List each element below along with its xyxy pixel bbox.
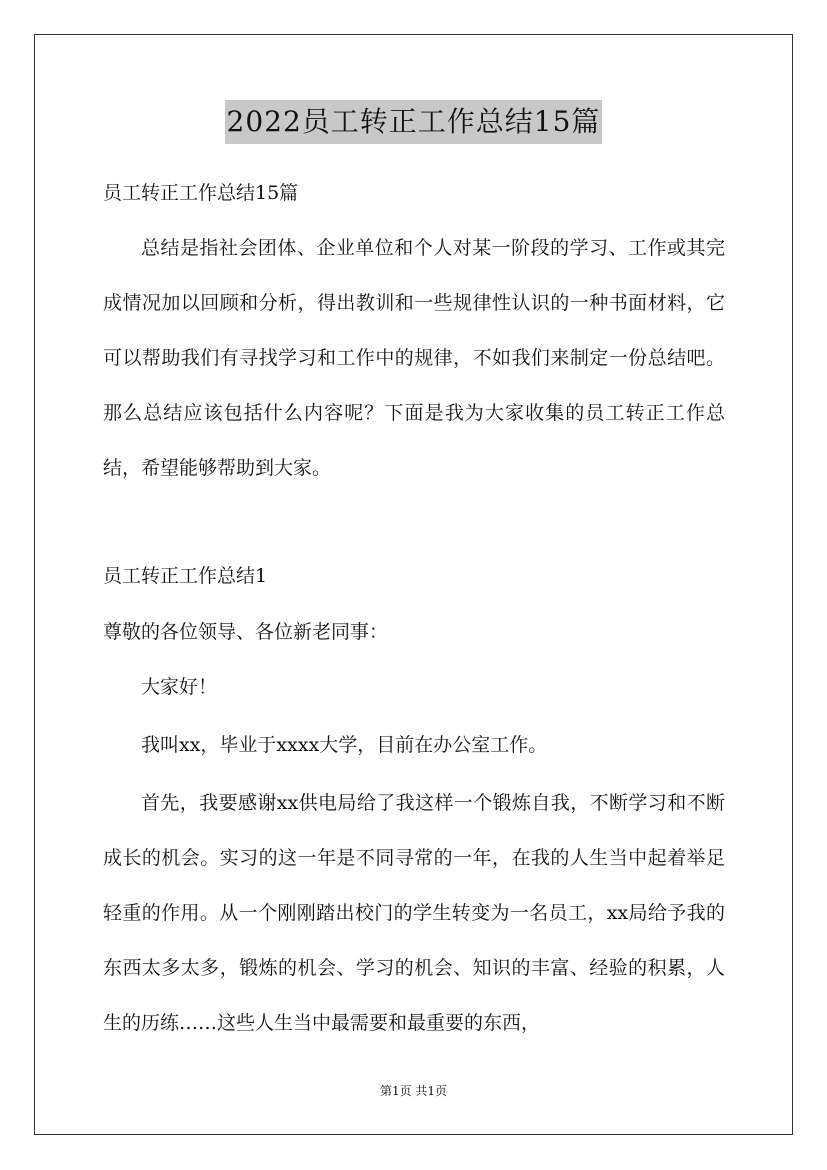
section-heading: 员工转正工作总结1 (103, 565, 268, 587)
self-intro-paragraph: 我叫xx，毕业于xxxx大学，目前在办公室工作。 (141, 734, 548, 756)
document-subtitle: 员工转正工作总结15篇 (103, 182, 299, 204)
document-body (103, 168, 725, 1051)
greeting: 大家好！ (141, 676, 218, 698)
thanks-paragraph: 首先，我要感谢xx供电局给了我这样一个锻炼自我，不断学习和不断成长的机会。实习的这一年是不同寻常的一年，在我的人生当中起着举足轻重的作用。从一个刚刚踏出校门的学生转变为一名员工，xx局给予我的东西太多太多，锻炼的机会、学习的机会、知识的丰富、经验的积累，人生的历练……这些人生当中最需要和最重要的东西， (103, 792, 725, 1034)
title-container (0, 100, 827, 144)
salutation: 尊敬的各位领导、各位新老同事： (103, 621, 389, 643)
intro-paragraph: 总结是指社会团体、企业单位和个人对某一阶段的学习、工作或其完成情况加以回顾和分析，得出教训和一些规律性认识的一种书面材料，它可以帮助我们有寻找学习和工作中的规律，不如我们来制定一份总结吧。那么总结应该包括什么内容呢？下面是我为大家收集的员工转正工作总结，希望能够帮助到大家。 (103, 237, 725, 479)
page-footer: 第1页 共1页 (379, 1084, 448, 1098)
paragraph-gap (103, 496, 725, 551)
document-title: 2022员工转正工作总结15篇 (225, 100, 603, 144)
